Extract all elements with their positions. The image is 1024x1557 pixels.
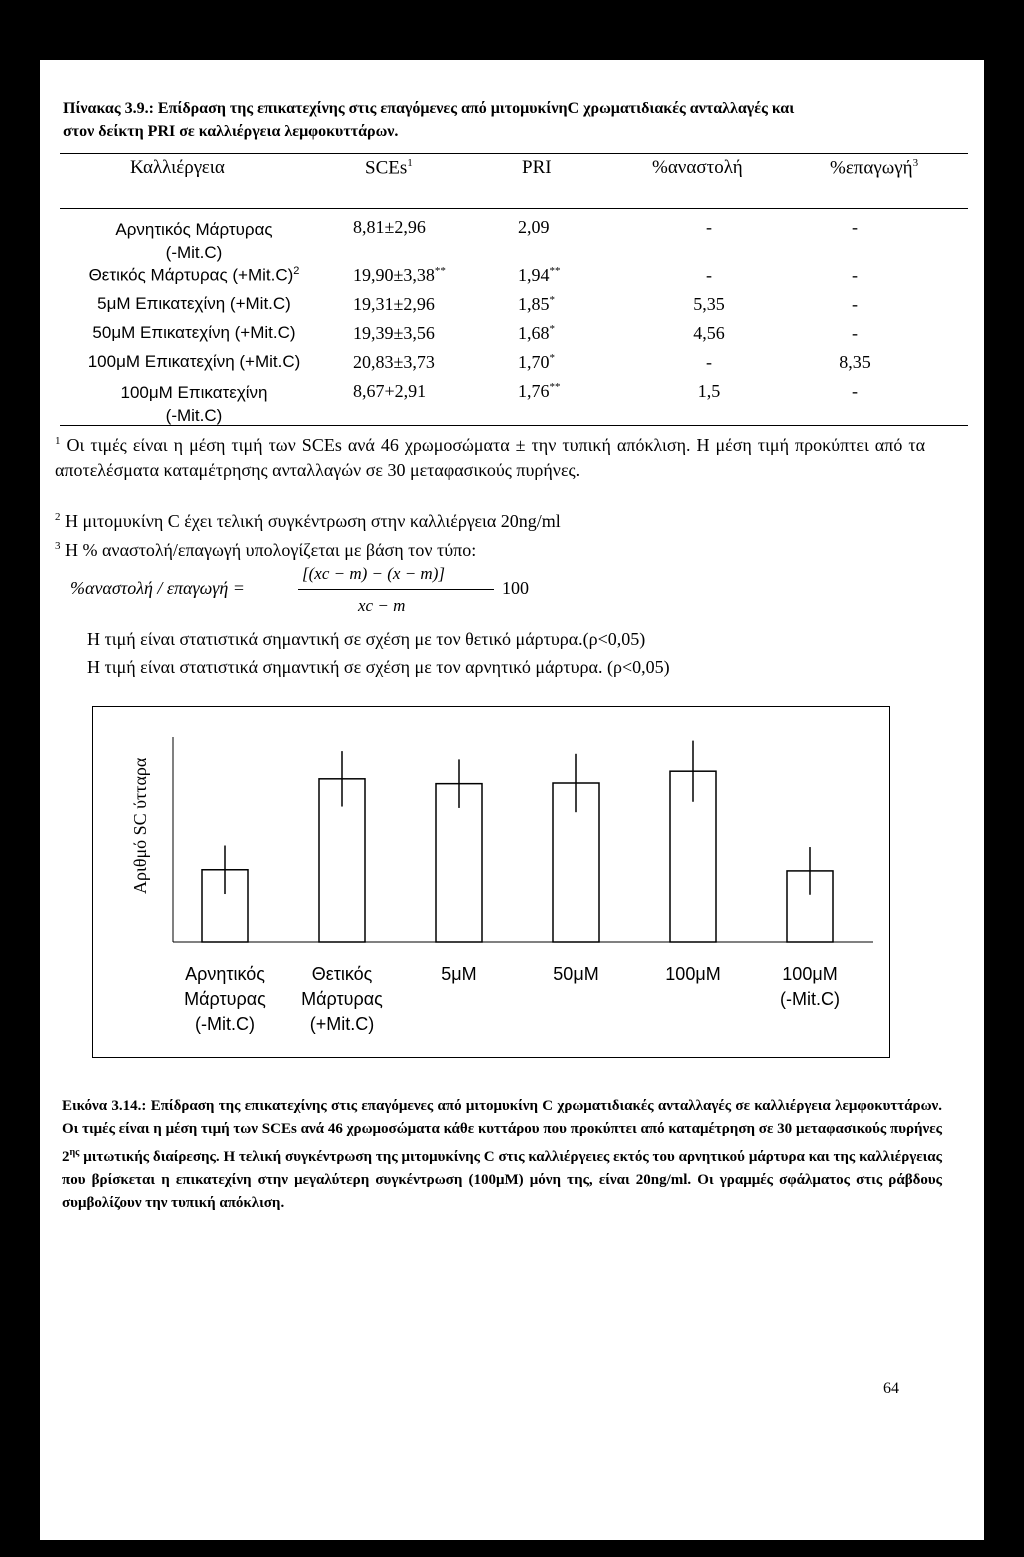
inhibition-value: - [706,352,712,372]
col-header-culture: Καλλιέργεια [130,157,225,178]
pri-value: 1,70* [518,352,555,372]
induction-value: - [852,265,858,285]
induction-value: - [852,217,858,237]
page-number: 64 [883,1380,899,1397]
col-header-induction: %επαγωγή$^3$ [830,157,919,179]
x-tick-label: 100μM [665,964,721,984]
fraction-bar [298,589,494,590]
sces-value: 8,81±2,96 [353,217,426,237]
induction-value: - [852,323,858,343]
col-header-inhibition: %αναστολή [652,157,743,178]
table-top-rule [60,153,968,154]
row-label: Θετικός Μάρτυρας $(+Mit.C)^2$ [88,265,300,285]
sces-value: 20,83±3,73 [353,352,435,372]
x-tick-label: Αρνητικός Μάρτυρας (-Mit.C) [184,964,266,1034]
significance-negative: Η τιμή είναι στατιστικά σημαντική σε σχέση με τον αρνητικό μάρτυρα. (ρ<0,05) [87,657,670,677]
document-page [40,60,984,1540]
induction-value: - [852,294,858,314]
formula-denominator: xc − m [358,596,406,615]
significance-positive: Η τιμή είναι στατιστικά σημαντική σε σχέση με τον θετικό μάρτυρα.(ρ<0,05) [87,629,646,649]
row-label: 100μM Επικατεχίνη (+Mit.C) [87,352,301,371]
col-header-pri: PRI [522,157,552,178]
pri-value: 1,68* [518,323,555,343]
x-tick-label: 5μM [441,964,477,984]
induction-value: 8,35 [839,352,871,372]
footnote-3: $^3$ Η % αναστολή/επαγωγή υπολογίζεται με βάση τον τύπο: [55,540,477,560]
bar-chart [92,706,890,1058]
row-label: 100μM Επικατεχίνη (-Mit.C) [120,383,268,425]
formula-factor: 100 [502,578,529,598]
pri-value: 1,76** [518,381,561,401]
inhibition-value: 5,35 [693,294,725,314]
col-header-sces: SCEs$^1$ [365,157,413,179]
footnote-1: $^1$ Οι τιμές είναι η μέση τιμή των SCEs ανά 46 χρωμοσώματα ± την τυπική απόκλιση. Η μέση τιμή προκύπτει από τα αποτελέσματα καταμέτρησης ανταλλαγών σε 30 μεταφασικούς πυρήνες. [55,435,926,480]
formula-numerator: [(xc − m) − (x − m)] [302,564,445,583]
inhibition-value: 1,5 [697,381,721,401]
pri-value: 1,85* [518,294,555,314]
row-label: Αρνητικός Μάρτυρας (-Mit.C) [115,220,273,262]
table-header-rule [60,208,968,209]
sces-value: 19,90±3,38** [353,265,446,285]
formula-lhs: %αναστολή / επαγωγή = [70,578,245,598]
footnote-2: $^2$ Η μιτομυκίνη C έχει τελική συγκέντρωση στην καλλιέργεια 20ng/ml [55,511,561,531]
sces-value: 19,31±2,96 [353,294,435,314]
pri-value: 1,94** [518,265,561,285]
inhibition-value: 4,56 [693,323,725,343]
y-axis-label: Αριθμό SC ύτταρα [130,757,150,894]
bars [202,741,833,942]
inhibition-value: - [706,217,712,237]
sces-value: 19,39±3,56 [353,323,435,343]
table-caption: Πίνακας 3.9.: Επίδραση της επικατεχίνης στις επαγόμενες από μιτομυκίνηC χρωματιδιακές ανταλλαγές και στον δείκτη PRI σε καλλιέργεια λεμφοκυττάρων. [63,100,795,140]
figure-caption: Εικόνα 3.14.: Επίδραση της επικατεχίνης στις επαγόμενες από μιτομυκίνη C χρωματιδιακές ανταλλαγές σε καλλιέργεια λεμφοκυττάρων. Οι τιμές είναι η μέση τιμή των SCEs ανά 46 χρωμοσώματα κάθε κυττάρου που προκύπτει από καταμέτρηση σε 30 μεταφασικούς πυρήνες $2^{\eta\varsigma}$ μιτωτικής διαίρεσης. Η τελική συγκέντρωση της μιτομυκίνης C στις καλλιέργειες εκτός του αρνητικού μάρτυρα και της καλλιέργειας που βρίσκεται η επικατεχίνη στην μεγαλύτερη συγκέντρωση (100μM) μόνη της, είναι 20ng/ml. Οι γραμμές σφάλματος στις ράβδους συμβολίζουν την τυπική απόκλιση. [62,1098,942,1211]
x-tick-label: 100μM (-Mit.C) [780,964,840,1009]
induction-value: - [852,381,858,401]
pri-value: 2,09 [518,217,550,237]
row-label: 50μM Επικατεχίνη (+Mit.C) [92,323,296,342]
x-tick-label: 50μM [553,964,599,984]
row-label: 5μM Επικατεχίνη (+Mit.C) [97,294,291,313]
sces-value: 8,67+2,91 [353,381,427,401]
x-tick-label: Θετικός Μάρτυρας (+Mit.C) [301,964,383,1034]
inhibition-value: - [706,265,712,285]
